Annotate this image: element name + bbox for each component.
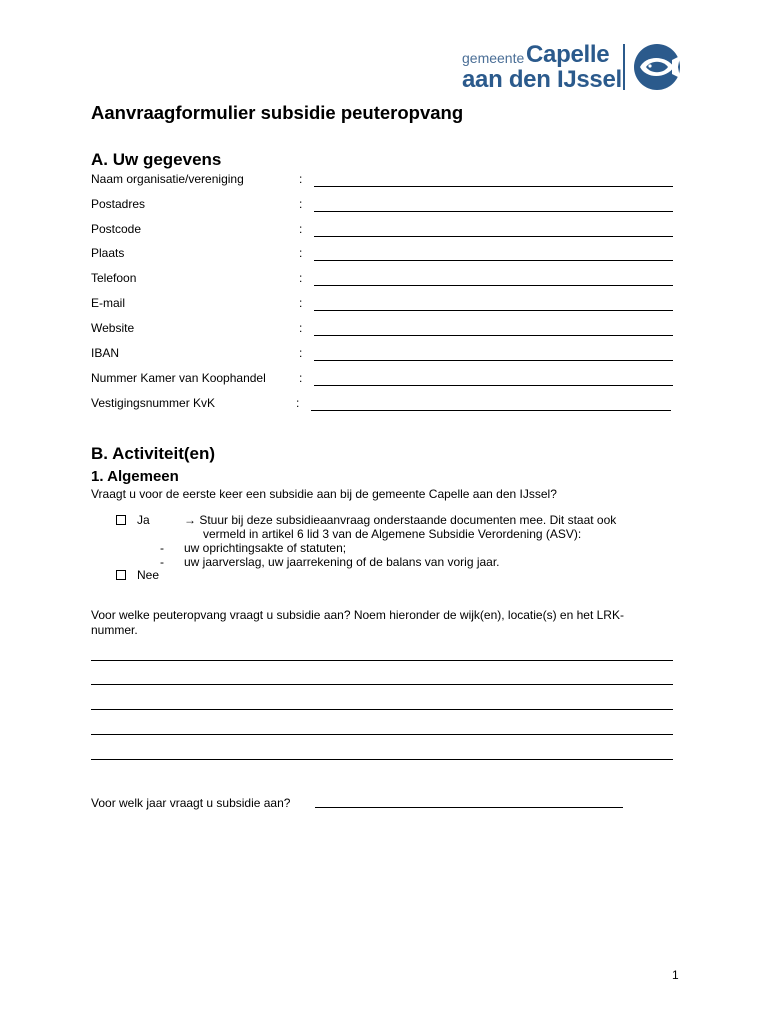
field-city[interactable] xyxy=(91,246,681,264)
field-label: Postadres xyxy=(91,197,146,211)
field-input-line[interactable] xyxy=(314,385,673,386)
yes-instruction-line2: vermeld in artikel 6 lid 3 van de Algemene Subsidie Verordening (ASV): xyxy=(203,527,582,541)
question-which-childcare-line2: nummer. xyxy=(91,623,138,637)
field-postal-address[interactable] xyxy=(91,197,681,215)
field-colon: : xyxy=(299,197,303,211)
field-colon: : xyxy=(299,371,303,385)
field-input-line[interactable] xyxy=(314,260,673,261)
checkbox-no[interactable] xyxy=(116,570,126,580)
answer-line-1[interactable] xyxy=(91,660,673,661)
field-label: Naam organisatie/vereniging xyxy=(91,172,244,186)
field-colon: : xyxy=(299,222,303,236)
option-yes-label: Ja xyxy=(137,513,150,527)
bullet-item-annual-report: uw jaarverslag, uw jaarrekening of de balans van vorig jaar. xyxy=(184,555,500,569)
field-postcode[interactable] xyxy=(91,222,681,240)
field-label: IBAN xyxy=(91,346,120,360)
answer-line-5[interactable] xyxy=(91,759,673,760)
question-which-childcare-line1: Voor welke peuteropvang vraagt u subsidie aan? Noem hieronder de wijk(en), locatie(s) en het LRK- xyxy=(91,608,624,622)
field-input-line[interactable] xyxy=(314,310,673,311)
section-b-heading: B. Activiteit(en) xyxy=(91,444,216,463)
field-input-line[interactable] xyxy=(314,236,673,237)
logo-text-aan-den-ijssel: aan den IJssel xyxy=(462,66,622,93)
bullet-marker: - xyxy=(160,541,164,555)
field-input-line[interactable] xyxy=(314,335,673,336)
answer-line-3[interactable] xyxy=(91,709,673,710)
question-first-time: Vraagt u voor de eerste keer een subsidie aan bij de gemeente Capelle aan den IJssel? xyxy=(91,487,557,501)
field-colon: : xyxy=(299,296,303,310)
bullet-marker: - xyxy=(160,555,164,569)
year-answer-line[interactable] xyxy=(315,807,623,808)
logo-text-capelle: Capelle xyxy=(526,41,610,68)
field-colon: : xyxy=(296,396,300,410)
page-number: 1 xyxy=(672,968,679,982)
subsection-general-heading: 1. Algemeen xyxy=(91,468,179,485)
field-label: Postcode xyxy=(91,222,142,236)
field-label: Website xyxy=(91,321,135,335)
field-input-line[interactable] xyxy=(314,360,673,361)
answer-line-4[interactable] xyxy=(91,734,673,735)
field-organisation-name[interactable] xyxy=(91,172,681,190)
field-label: Vestigingsnummer KvK xyxy=(91,396,216,410)
form-title: Aanvraagformulier subsidie peuteropvang xyxy=(91,102,464,123)
field-input-line[interactable] xyxy=(314,186,673,187)
answer-line-2[interactable] xyxy=(91,684,673,685)
field-colon: : xyxy=(299,271,303,285)
field-input-line[interactable] xyxy=(314,285,673,286)
field-colon: : xyxy=(299,321,303,335)
field-label: Telefoon xyxy=(91,271,137,285)
field-website[interactable] xyxy=(91,321,681,339)
field-colon: : xyxy=(299,172,303,186)
yes-instruction-line1: → Stuur bij deze subsidieaanvraag onderstaande documenten mee. Dit staat ook xyxy=(184,513,617,527)
fish-emblem-icon xyxy=(632,42,682,92)
field-label: Nummer Kamer van Koophandel xyxy=(91,371,266,385)
question-which-year: Voor welk jaar vraagt u subsidie aan? xyxy=(91,796,291,810)
field-input-line[interactable] xyxy=(311,410,671,411)
municipality-logo xyxy=(460,40,690,96)
field-kvk-branch-number[interactable] xyxy=(91,396,681,414)
field-email[interactable] xyxy=(91,296,681,314)
logo-text-gemeente: gemeente xyxy=(462,50,525,66)
field-label: E-mail xyxy=(91,296,126,310)
logo-divider xyxy=(623,44,625,90)
field-colon: : xyxy=(299,346,303,360)
field-input-line[interactable] xyxy=(314,211,673,212)
field-label: Plaats xyxy=(91,246,125,260)
field-iban[interactable] xyxy=(91,346,681,364)
section-a-heading: A. Uw gegevens xyxy=(91,150,222,169)
bullet-item-articles: uw oprichtingsakte of statuten; xyxy=(184,541,347,555)
field-phone[interactable] xyxy=(91,271,681,289)
field-colon: : xyxy=(299,246,303,260)
field-kvk-number[interactable] xyxy=(91,371,681,389)
option-no-label: Nee xyxy=(137,568,160,582)
checkbox-yes[interactable] xyxy=(116,515,126,525)
